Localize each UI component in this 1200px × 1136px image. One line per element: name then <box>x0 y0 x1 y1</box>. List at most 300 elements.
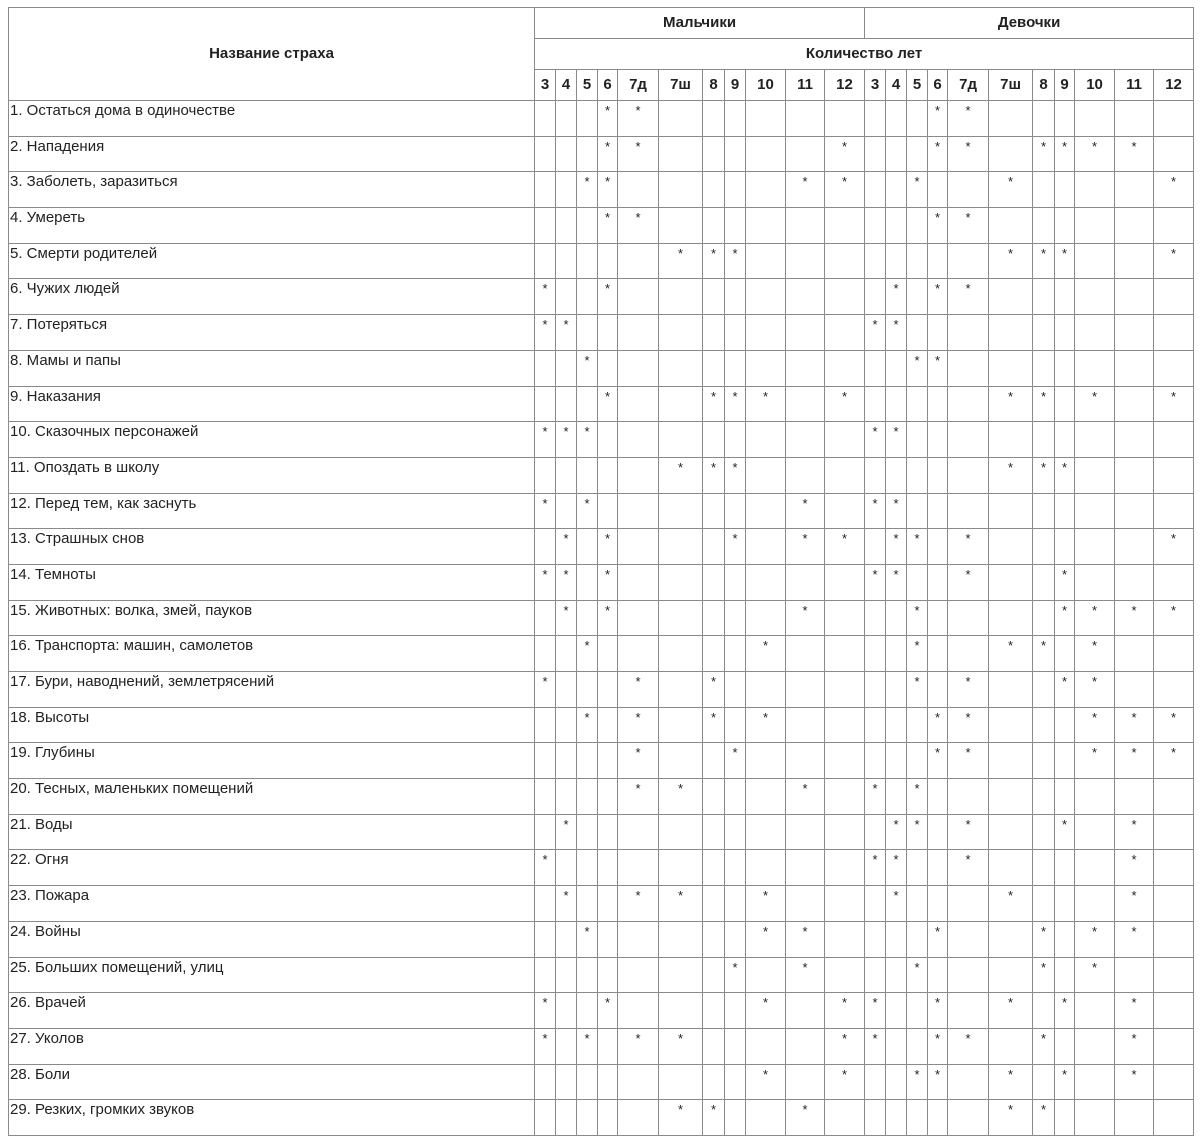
empty-cell-boys <box>659 101 703 137</box>
empty-cell-boys <box>725 493 746 529</box>
empty-cell-boys <box>659 814 703 850</box>
fear-mark-boys: * <box>786 172 825 208</box>
fear-mark-boys: * <box>598 172 618 208</box>
empty-cell-girls <box>1055 315 1075 351</box>
fear-mark-girls: * <box>865 993 886 1029</box>
fear-mark-girls: * <box>865 1028 886 1064</box>
empty-cell-girls <box>1075 779 1115 815</box>
empty-cell-girls <box>886 243 907 279</box>
fear-mark-boys: * <box>598 600 618 636</box>
empty-cell-boys <box>556 101 577 137</box>
fear-mark-girls: * <box>928 921 948 957</box>
header-row-groups <box>9 8 1194 39</box>
fear-mark-boys: * <box>598 101 618 137</box>
empty-cell-boys <box>618 814 659 850</box>
empty-cell-girls <box>886 136 907 172</box>
fear-mark-boys: * <box>746 636 786 672</box>
empty-cell-girls <box>989 564 1033 600</box>
empty-cell-boys <box>556 243 577 279</box>
fear-mark-girls: * <box>1055 814 1075 850</box>
empty-cell-boys <box>556 1028 577 1064</box>
fear-mark-boys: * <box>535 315 556 351</box>
empty-cell-girls <box>865 886 886 922</box>
empty-cell-boys <box>725 779 746 815</box>
empty-cell-girls <box>989 779 1033 815</box>
fear-mark-girls: * <box>865 422 886 458</box>
empty-cell-girls <box>1154 457 1194 493</box>
fear-mark-boys: * <box>659 886 703 922</box>
empty-cell-boys <box>659 1064 703 1100</box>
fear-mark-girls: * <box>907 172 928 208</box>
fear-mark-boys: * <box>725 957 746 993</box>
empty-cell-boys <box>535 957 556 993</box>
empty-cell-girls <box>1075 1028 1115 1064</box>
fear-mark-boys: * <box>577 350 598 386</box>
empty-cell-boys <box>786 350 825 386</box>
fear-mark-girls: * <box>1075 636 1115 672</box>
empty-cell-girls <box>989 422 1033 458</box>
empty-cell-boys <box>535 101 556 137</box>
age-header-boys: 6 <box>598 70 618 101</box>
empty-cell-girls <box>989 279 1033 315</box>
empty-cell-boys <box>577 1064 598 1100</box>
empty-cell-girls <box>989 101 1033 137</box>
fear-name: 9. Наказания <box>9 386 535 422</box>
empty-cell-girls <box>1033 315 1055 351</box>
empty-cell-girls <box>886 743 907 779</box>
empty-cell-girls <box>865 279 886 315</box>
empty-cell-boys <box>618 1064 659 1100</box>
empty-cell-boys <box>598 243 618 279</box>
fear-mark-girls: * <box>886 422 907 458</box>
fear-name: 12. Перед тем, как заснуть <box>9 493 535 529</box>
empty-cell-boys <box>535 886 556 922</box>
fear-mark-girls: * <box>1115 136 1154 172</box>
empty-cell-boys <box>659 279 703 315</box>
empty-cell-boys <box>577 850 598 886</box>
empty-cell-boys <box>786 707 825 743</box>
age-header-boys: 4 <box>556 70 577 101</box>
empty-cell-girls <box>1075 529 1115 565</box>
empty-cell-girls <box>928 457 948 493</box>
empty-cell-boys <box>703 957 725 993</box>
empty-cell-boys <box>725 850 746 886</box>
empty-cell-boys <box>725 315 746 351</box>
fear-name: 28. Боли <box>9 1064 535 1100</box>
fear-mark-girls: * <box>948 136 989 172</box>
fear-mark-girls: * <box>1115 993 1154 1029</box>
empty-cell-girls <box>1115 422 1154 458</box>
fear-mark-girls: * <box>989 386 1033 422</box>
fear-mark-girls: * <box>1033 243 1055 279</box>
empty-cell-boys <box>746 779 786 815</box>
empty-cell-boys <box>556 208 577 244</box>
fear-mark-boys: * <box>535 493 556 529</box>
fear-mark-girls: * <box>865 779 886 815</box>
empty-cell-boys <box>703 208 725 244</box>
empty-cell-girls <box>1154 493 1194 529</box>
fear-mark-boys: * <box>725 743 746 779</box>
fear-name: 26. Врачей <box>9 993 535 1029</box>
fear-mark-boys: * <box>725 457 746 493</box>
fear-mark-girls: * <box>989 243 1033 279</box>
empty-cell-boys <box>598 886 618 922</box>
empty-cell-girls <box>928 493 948 529</box>
empty-cell-girls <box>1075 279 1115 315</box>
fear-mark-boys: * <box>535 993 556 1029</box>
empty-cell-girls <box>865 600 886 636</box>
empty-cell-girls <box>1033 600 1055 636</box>
fear-mark-girls: * <box>1055 1064 1075 1100</box>
empty-cell-girls <box>1055 493 1075 529</box>
empty-cell-girls <box>907 850 928 886</box>
empty-cell-girls <box>1033 493 1055 529</box>
empty-cell-boys <box>825 315 865 351</box>
fear-mark-girls: * <box>1075 957 1115 993</box>
empty-cell-boys <box>825 957 865 993</box>
empty-cell-girls <box>886 921 907 957</box>
empty-cell-girls <box>1075 422 1115 458</box>
age-header-girls: 9 <box>1055 70 1075 101</box>
fear-mark-girls: * <box>928 1028 948 1064</box>
empty-cell-boys <box>786 743 825 779</box>
empty-cell-boys <box>703 886 725 922</box>
empty-cell-girls <box>1154 101 1194 137</box>
empty-cell-girls <box>1115 957 1154 993</box>
empty-cell-boys <box>556 1100 577 1136</box>
fear-mark-girls: * <box>1154 172 1194 208</box>
empty-cell-girls <box>1154 636 1194 672</box>
empty-cell-girls <box>865 957 886 993</box>
fear-mark-girls: * <box>1115 743 1154 779</box>
empty-cell-girls <box>865 386 886 422</box>
fear-name: 15. Животных: волка, змей, пауков <box>9 600 535 636</box>
empty-cell-boys <box>825 350 865 386</box>
empty-cell-boys <box>703 279 725 315</box>
empty-cell-girls <box>865 136 886 172</box>
empty-cell-boys <box>746 493 786 529</box>
fear-mark-boys: * <box>577 172 598 208</box>
fear-name: 24. Войны <box>9 921 535 957</box>
empty-cell-boys <box>556 136 577 172</box>
empty-cell-girls <box>1075 243 1115 279</box>
empty-cell-girls <box>1154 315 1194 351</box>
empty-cell-boys <box>825 814 865 850</box>
age-header-girls: 3 <box>865 70 886 101</box>
fear-mark-girls: * <box>886 493 907 529</box>
empty-cell-boys <box>577 993 598 1029</box>
fear-mark-boys: * <box>598 529 618 565</box>
fear-mark-girls: * <box>1115 707 1154 743</box>
fear-mark-boys: * <box>703 1100 725 1136</box>
fear-mark-girls: * <box>1055 600 1075 636</box>
fear-row <box>9 101 1194 137</box>
empty-cell-boys <box>725 101 746 137</box>
empty-cell-boys <box>746 600 786 636</box>
fear-name: 13. Страшных снов <box>9 529 535 565</box>
empty-cell-boys <box>703 1064 725 1100</box>
empty-cell-girls <box>1154 1100 1194 1136</box>
fear-mark-boys: * <box>825 172 865 208</box>
fear-row <box>9 457 1194 493</box>
fear-mark-girls: * <box>989 1100 1033 1136</box>
empty-cell-girls <box>1055 636 1075 672</box>
empty-cell-boys <box>659 208 703 244</box>
fear-mark-girls: * <box>1075 672 1115 708</box>
empty-cell-boys <box>746 208 786 244</box>
fear-mark-boys: * <box>825 529 865 565</box>
empty-cell-boys <box>556 279 577 315</box>
fear-mark-girls: * <box>989 886 1033 922</box>
girls-header: Девочки <box>865 8 1194 39</box>
empty-cell-boys <box>725 279 746 315</box>
empty-cell-boys <box>703 315 725 351</box>
fear-mark-girls: * <box>907 636 928 672</box>
fear-mark-girls: * <box>1033 957 1055 993</box>
empty-cell-girls <box>865 529 886 565</box>
fear-mark-girls: * <box>886 529 907 565</box>
empty-cell-boys <box>786 564 825 600</box>
fear-mark-boys: * <box>598 136 618 172</box>
empty-cell-girls <box>928 529 948 565</box>
fear-mark-boys: * <box>746 993 786 1029</box>
empty-cell-girls <box>907 457 928 493</box>
empty-cell-boys <box>659 993 703 1029</box>
fear-mark-girls: * <box>1154 243 1194 279</box>
age-header-boys: 12 <box>825 70 865 101</box>
empty-cell-girls <box>907 279 928 315</box>
empty-cell-boys <box>618 493 659 529</box>
fear-mark-girls: * <box>1154 529 1194 565</box>
empty-cell-boys <box>703 350 725 386</box>
empty-cell-girls <box>1115 457 1154 493</box>
fear-row <box>9 1100 1194 1136</box>
fear-mark-boys: * <box>577 707 598 743</box>
empty-cell-girls <box>1115 386 1154 422</box>
empty-cell-boys <box>577 208 598 244</box>
empty-cell-boys <box>659 493 703 529</box>
empty-cell-boys <box>556 779 577 815</box>
empty-cell-girls <box>989 315 1033 351</box>
fear-mark-boys: * <box>703 386 725 422</box>
empty-cell-boys <box>746 743 786 779</box>
empty-cell-boys <box>556 707 577 743</box>
empty-cell-girls <box>1075 172 1115 208</box>
fear-mark-boys: * <box>725 386 746 422</box>
fear-name: 27. Уколов <box>9 1028 535 1064</box>
fear-row <box>9 1064 1194 1100</box>
fear-mark-boys: * <box>598 386 618 422</box>
empty-cell-boys <box>703 101 725 137</box>
empty-cell-boys <box>725 1064 746 1100</box>
fear-mark-girls: * <box>1154 707 1194 743</box>
fear-row <box>9 243 1194 279</box>
fear-mark-girls: * <box>928 743 948 779</box>
fear-row <box>9 921 1194 957</box>
fear-mark-girls: * <box>1055 672 1075 708</box>
empty-cell-boys <box>703 921 725 957</box>
age-header-girls: 6 <box>928 70 948 101</box>
empty-cell-boys <box>786 315 825 351</box>
empty-cell-boys <box>598 1100 618 1136</box>
fear-mark-girls: * <box>1033 636 1055 672</box>
empty-cell-boys <box>577 957 598 993</box>
empty-cell-girls <box>886 1064 907 1100</box>
empty-cell-boys <box>746 350 786 386</box>
fear-name: 19. Глубины <box>9 743 535 779</box>
empty-cell-girls <box>1075 886 1115 922</box>
fear-mark-boys: * <box>703 707 725 743</box>
empty-cell-boys <box>725 707 746 743</box>
empty-cell-boys <box>725 636 746 672</box>
fear-mark-girls: * <box>928 279 948 315</box>
empty-cell-boys <box>556 457 577 493</box>
empty-cell-girls <box>1115 279 1154 315</box>
fear-mark-girls: * <box>865 493 886 529</box>
empty-cell-girls <box>1075 1100 1115 1136</box>
empty-cell-girls <box>948 493 989 529</box>
fear-row <box>9 350 1194 386</box>
fear-mark-boys: * <box>577 493 598 529</box>
empty-cell-boys <box>825 636 865 672</box>
empty-cell-boys <box>577 279 598 315</box>
empty-cell-boys <box>577 779 598 815</box>
empty-cell-girls <box>928 243 948 279</box>
empty-cell-boys <box>786 1028 825 1064</box>
empty-cell-boys <box>535 814 556 850</box>
empty-cell-girls <box>1075 564 1115 600</box>
empty-cell-girls <box>1154 921 1194 957</box>
empty-cell-girls <box>1055 1100 1075 1136</box>
empty-cell-girls <box>1154 993 1194 1029</box>
empty-cell-girls <box>886 779 907 815</box>
empty-cell-boys <box>825 457 865 493</box>
empty-cell-girls <box>907 886 928 922</box>
fear-mark-boys: * <box>746 1064 786 1100</box>
empty-cell-girls <box>1055 921 1075 957</box>
empty-cell-boys <box>746 1100 786 1136</box>
empty-cell-boys <box>535 457 556 493</box>
empty-cell-boys <box>725 1028 746 1064</box>
empty-cell-boys <box>618 350 659 386</box>
empty-cell-girls <box>886 672 907 708</box>
empty-cell-boys <box>746 1028 786 1064</box>
age-header-boys: 7д <box>618 70 659 101</box>
empty-cell-boys <box>746 564 786 600</box>
empty-cell-girls <box>1115 564 1154 600</box>
empty-cell-girls <box>1075 814 1115 850</box>
fear-mark-girls: * <box>1075 136 1115 172</box>
empty-cell-girls <box>989 672 1033 708</box>
empty-cell-boys <box>725 993 746 1029</box>
empty-cell-boys <box>659 350 703 386</box>
empty-cell-boys <box>746 457 786 493</box>
empty-cell-girls <box>1154 208 1194 244</box>
fear-mark-boys: * <box>746 921 786 957</box>
fear-mark-girls: * <box>907 814 928 850</box>
fear-mark-boys: * <box>618 707 659 743</box>
empty-cell-girls <box>1075 315 1115 351</box>
empty-cell-boys <box>703 814 725 850</box>
age-header-girls: 4 <box>886 70 907 101</box>
fear-mark-girls: * <box>907 957 928 993</box>
fear-mark-girls: * <box>948 850 989 886</box>
empty-cell-girls <box>1115 208 1154 244</box>
empty-cell-boys <box>703 136 725 172</box>
empty-cell-boys <box>703 529 725 565</box>
empty-cell-girls <box>865 243 886 279</box>
empty-cell-girls <box>1075 993 1115 1029</box>
fear-row <box>9 315 1194 351</box>
empty-cell-girls <box>928 636 948 672</box>
empty-cell-girls <box>1115 779 1154 815</box>
empty-cell-girls <box>1154 1028 1194 1064</box>
empty-cell-girls <box>948 315 989 351</box>
empty-cell-girls <box>1075 1064 1115 1100</box>
fear-mark-boys: * <box>556 564 577 600</box>
fear-mark-boys: * <box>598 993 618 1029</box>
empty-cell-boys <box>825 850 865 886</box>
fear-mark-girls: * <box>1055 243 1075 279</box>
empty-cell-girls <box>928 386 948 422</box>
fear-name: 11. Опоздать в школу <box>9 457 535 493</box>
empty-cell-girls <box>907 707 928 743</box>
empty-cell-girls <box>907 315 928 351</box>
fear-mark-boys: * <box>703 672 725 708</box>
empty-cell-girls <box>928 564 948 600</box>
empty-cell-boys <box>786 636 825 672</box>
empty-cell-girls <box>865 814 886 850</box>
fear-mark-girls: * <box>948 208 989 244</box>
empty-cell-boys <box>618 529 659 565</box>
empty-cell-girls <box>865 636 886 672</box>
fear-mark-boys: * <box>659 1100 703 1136</box>
fear-mark-girls: * <box>1055 564 1075 600</box>
fear-mark-girls: * <box>989 993 1033 1029</box>
age-header-girls: 8 <box>1033 70 1055 101</box>
empty-cell-boys <box>535 779 556 815</box>
fear-mark-girls: * <box>948 279 989 315</box>
fear-row <box>9 564 1194 600</box>
empty-cell-boys <box>659 172 703 208</box>
empty-cell-girls <box>1154 672 1194 708</box>
empty-cell-boys <box>659 850 703 886</box>
empty-cell-boys <box>703 743 725 779</box>
fear-mark-girls: * <box>1075 743 1115 779</box>
empty-cell-girls <box>928 814 948 850</box>
fear-mark-girls: * <box>886 564 907 600</box>
fear-row <box>9 136 1194 172</box>
empty-cell-girls <box>1033 672 1055 708</box>
empty-cell-girls <box>886 1100 907 1136</box>
empty-cell-girls <box>907 136 928 172</box>
fear-mark-girls: * <box>1115 850 1154 886</box>
empty-cell-boys <box>786 457 825 493</box>
fear-name: 22. Огня <box>9 850 535 886</box>
fear-mark-girls: * <box>948 707 989 743</box>
fear-mark-boys: * <box>598 564 618 600</box>
empty-cell-girls <box>1115 243 1154 279</box>
empty-cell-boys <box>556 350 577 386</box>
empty-cell-boys <box>659 315 703 351</box>
empty-cell-girls <box>1055 779 1075 815</box>
fear-name: 5. Смерти родителей <box>9 243 535 279</box>
empty-cell-boys <box>577 814 598 850</box>
fear-row <box>9 208 1194 244</box>
empty-cell-girls <box>1033 779 1055 815</box>
fear-name: 23. Пожара <box>9 886 535 922</box>
empty-cell-boys <box>659 636 703 672</box>
